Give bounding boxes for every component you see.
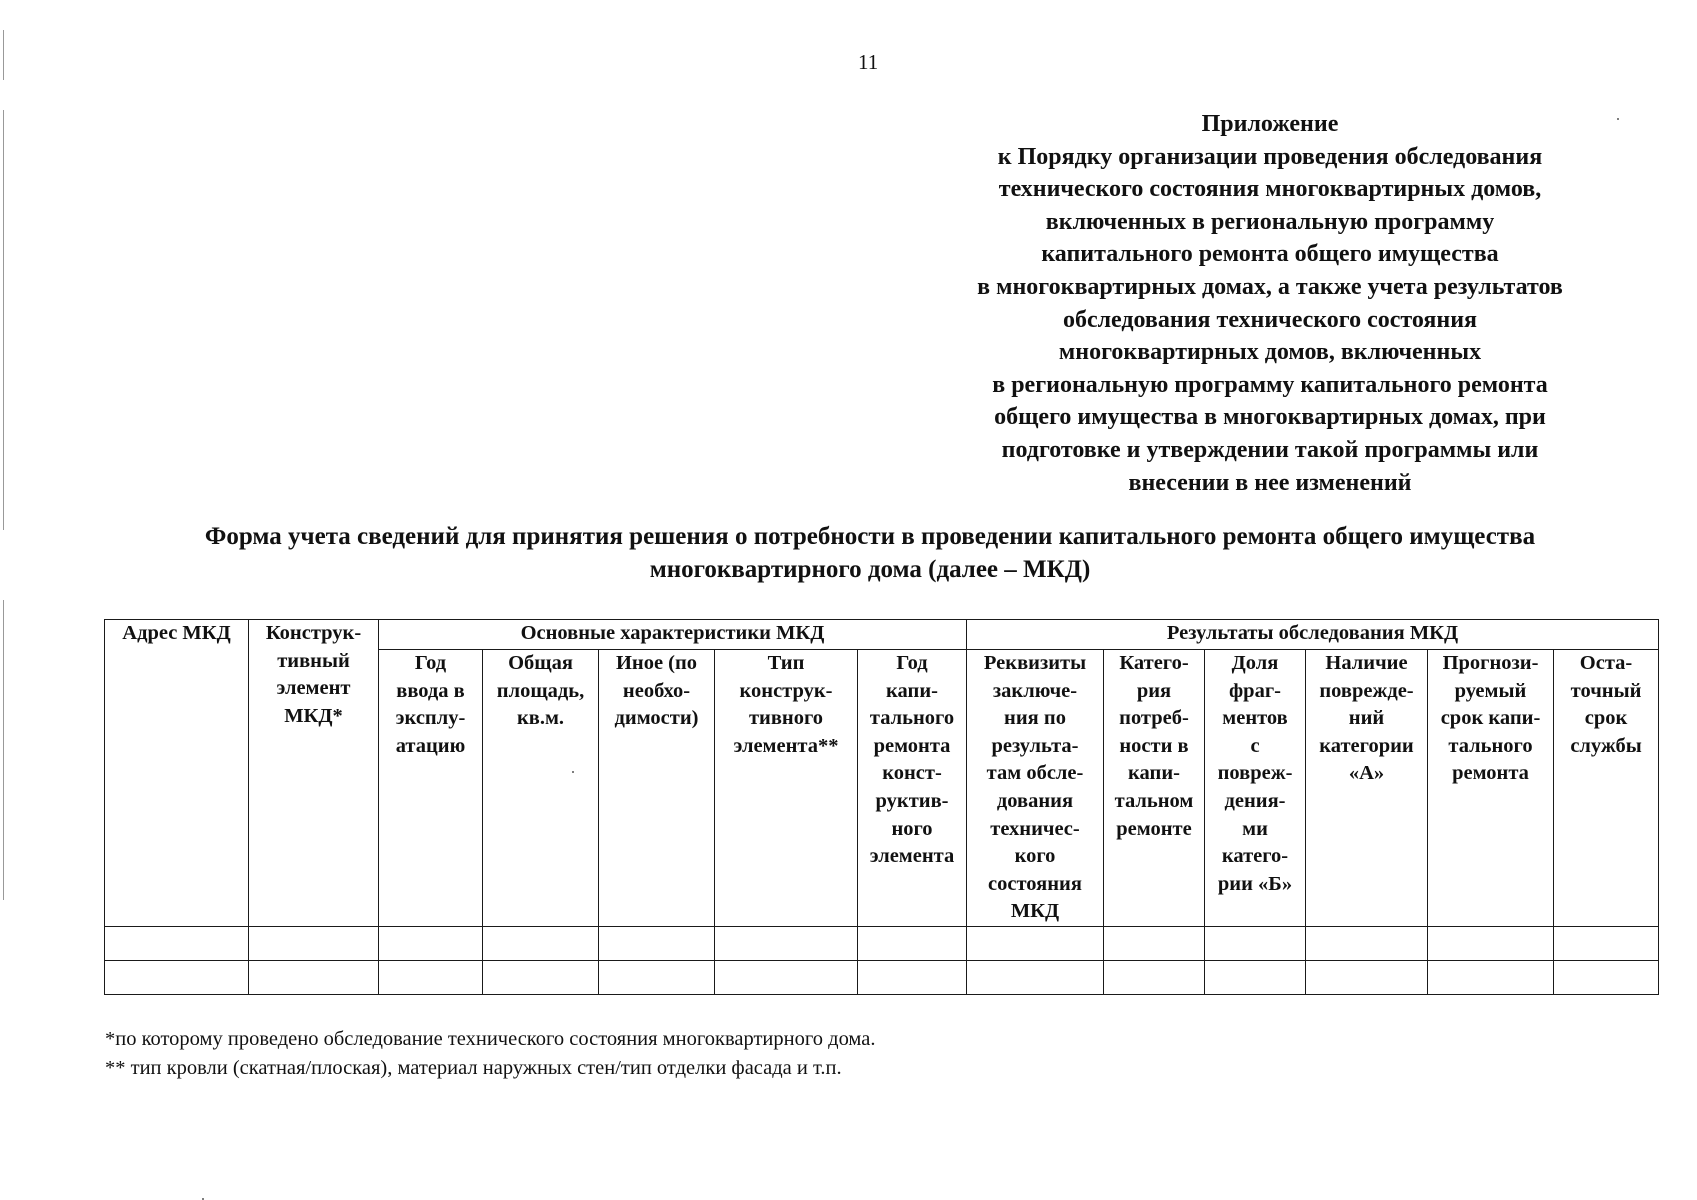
table-cell[interactable] [599,960,715,994]
column-header-line: Иное (по [615,652,698,674]
group-header-survey-results: Результаты обследования МКД [967,620,1659,650]
scan-speck [572,771,574,773]
scan-speck [1617,118,1619,120]
column-header-line: Год [414,652,447,674]
footnotes [105,1025,876,1083]
column-header-line: ментов [1222,707,1288,730]
appendix-line: внесении в нее изменений [1128,469,1412,496]
header-element-line: тивный [277,649,350,672]
column-header-line: ний [1348,707,1385,730]
column-header-line: техничес- [990,817,1080,840]
column-header-line: МКД [1010,900,1060,923]
column-header [379,650,483,927]
table-cell[interactable] [715,926,858,960]
column-header-line: ремонта [1452,762,1529,785]
footnote: ** тип кровли (скатная/плоская), материал наружных стен/тип отделки фасада и т.п. [105,1057,842,1079]
appendix-line: Приложение [1201,111,1339,137]
column-header-line: ния по [1004,707,1066,730]
column-header-line: Катего- [1119,652,1189,674]
table-cell[interactable] [715,960,858,994]
column-header-line: элемента** [733,734,839,757]
column-header [1428,650,1554,927]
form-title-line: Форма учета сведений для принятия решения о потребности в проведении капитального ремонта общего имущества [204,523,1536,550]
column-header-line: повреж- [1217,762,1293,785]
column-header-line: результа- [991,734,1079,757]
column-header-line: кого [1014,845,1056,868]
appendix-line: в региональную программу капитального ремонта [992,371,1548,398]
scan-edge-mark [3,30,4,80]
table-cell[interactable] [105,960,249,994]
column-header-line: Год [896,652,928,674]
column-header-line: руемый [1454,679,1527,702]
table-cell[interactable] [1205,926,1306,960]
column-header-line: рии «Б» [1217,872,1293,895]
column-header-line: руктив- [875,789,949,812]
table-cell[interactable] [1554,926,1659,960]
table-cell[interactable] [1104,960,1205,994]
column-header-line: тального [1448,734,1533,757]
appendix-line: общего имущества в многоквартирных домах, при [994,404,1546,431]
header-address-line: Адрес МКД [122,622,231,644]
table-cell[interactable] [379,926,483,960]
column-header-line: ми [1242,817,1268,840]
column-header-line: потреб- [1119,707,1189,730]
table-cell[interactable] [249,960,379,994]
column-header-line: рия [1136,679,1172,702]
header-element-line: МКД* [284,704,343,727]
column-header-line: с [1250,734,1260,757]
column-header-line: состояния [988,872,1082,895]
table-cell[interactable] [967,960,1104,994]
table-cell[interactable] [858,926,967,960]
column-header-line: Общая [508,652,573,674]
column-header-line: атацию [395,734,466,757]
header-element-line: элемент [276,677,351,700]
table-cell[interactable] [599,926,715,960]
table-cell[interactable] [249,926,379,960]
table-cell[interactable] [483,960,599,994]
column-header-line: тивного [748,707,824,730]
scan-edge-mark [3,600,4,900]
appendix-line: многоквартирных домов, включенных [1058,339,1482,366]
header-address [105,620,249,927]
column-header-line: Реквизиты [983,652,1087,674]
appendix-header [910,108,1630,499]
column-header-line: конструк- [739,679,833,702]
appendix-line: подготовке и утверждении такой программы или [1001,436,1539,463]
column-header-line: там обсле- [986,762,1084,785]
column-header-line: димости) [614,707,699,730]
table-cell[interactable] [1428,926,1554,960]
table-cell[interactable] [1306,926,1428,960]
column-header-line: дения- [1224,789,1286,812]
column-header-line: эксплу- [395,707,466,730]
appendix-line: в многоквартирных домах, а также учета результатов [977,273,1563,300]
table-cell[interactable] [1205,960,1306,994]
table-cell[interactable] [1428,960,1554,994]
column-header [1554,650,1659,927]
column-header-line: капи- [886,679,938,702]
column-header-line: заключе- [992,679,1078,702]
column-header-line: поврежде- [1319,679,1414,702]
table-cell[interactable] [858,960,967,994]
appendix-line: технического состояния многоквартирных домов, [998,176,1542,203]
form-title-line: многоквартирного дома (далее – МКД) [649,556,1091,583]
column-header-line: дования [996,789,1074,812]
table-cell[interactable] [379,960,483,994]
appendix-line: включенных в региональную программу [1045,208,1495,235]
column-header-line: Наличие [1325,652,1408,674]
table-cell[interactable] [1306,960,1428,994]
column-header [967,650,1104,927]
table-row [105,960,1659,994]
group-header-main-characteristics: Основные характеристики МКД [379,620,967,650]
column-header [599,650,715,927]
page-number: 11 [858,50,879,74]
form-title [100,520,1640,586]
column-header-line: категории [1319,734,1414,757]
column-header-line: катего- [1221,845,1289,868]
column-header-line: фраг- [1229,679,1281,702]
column-header-line: площадь, [496,679,585,702]
column-header-line: ремонта [873,734,951,757]
column-header-line: необхо- [622,679,691,702]
column-header [1104,650,1205,927]
column-header [1306,650,1428,927]
scan-edge-mark [3,110,4,530]
column-header-line: точный [1570,679,1642,702]
column-header-line: Тип [767,652,805,674]
table-cell[interactable] [105,926,249,960]
column-header-line: Прогнози- [1442,652,1539,674]
column-header-line: тального [869,707,955,730]
column-header-line: срок [1584,707,1628,730]
column-header-line: ного [891,817,933,840]
column-header [858,650,967,927]
table-cell[interactable] [1104,926,1205,960]
column-header-line: конст- [882,762,942,785]
appendix-line: обследования технического состояния [1062,306,1478,333]
column-header-line: службы [1570,734,1642,757]
header-element-line: Конструк- [265,622,362,644]
column-header-line: элемента [869,845,955,868]
table-cell[interactable] [1554,960,1659,994]
header-structural-element [249,620,379,927]
table-cell[interactable] [483,926,599,960]
column-header-line: Доля [1231,652,1279,674]
footnote: *по которому проведено обследование технического состояния многоквартирного дома. [105,1028,876,1050]
column-header-line: ности в [1119,734,1189,757]
appendix-line: к Порядку организации проведения обследования [997,143,1543,170]
appendix-line: капитального ремонта общего имущества [1041,241,1499,268]
survey-form-table [104,619,1659,995]
table-row [105,926,1659,960]
column-header-line: капи- [1128,762,1180,785]
column-header-line: «А» [1348,762,1385,785]
column-header-line: срок капи- [1440,707,1541,730]
table-cell[interactable] [967,926,1104,960]
column-header [1205,650,1306,927]
column-header-line: ремонте [1116,817,1192,840]
column-header-line: Оста- [1579,652,1633,674]
column-header [483,650,599,927]
column-header [715,650,858,927]
column-header-line: кв.м. [516,707,565,730]
column-header-line: тальном [1114,789,1194,812]
column-header-line: ввода в [396,679,465,702]
